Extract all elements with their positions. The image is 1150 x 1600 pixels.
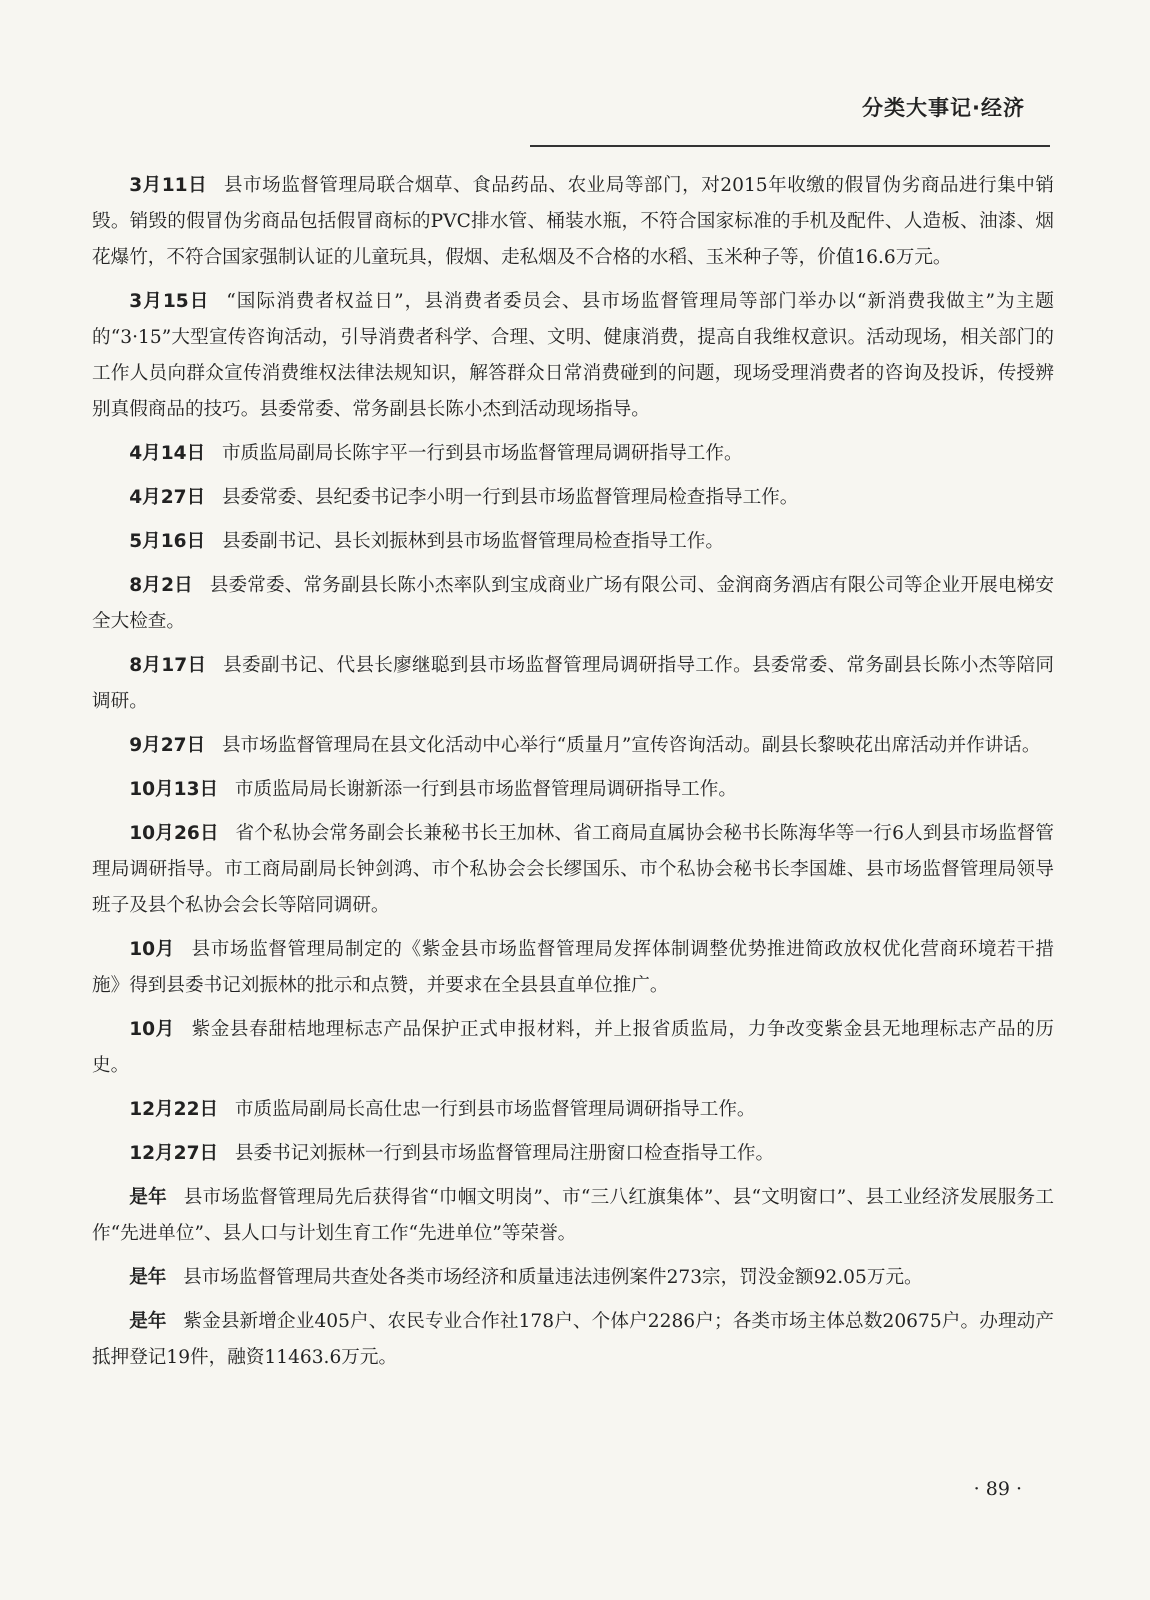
entry-date: 是年 — [129, 1187, 167, 1208]
entry-text: 省个私协会常务副会长兼秘书长王加林、省工商局直属协会秘书长陈海华等一行6人到县市场监督管理局调研指导。市工商局副局长钟剑鸿、市个私协会会长缪国乐、市个私协会秘书长李国雄、县市场监督管理局领导班子及县个私协会会长等陪同调研。 — [92, 823, 1054, 916]
entry-text: 市质监局副局长高仕忠一行到县市场监督管理局调研指导工作。 — [234, 1099, 756, 1120]
chronicle-entry — [92, 1092, 1054, 1128]
entry-date: 8月2日 — [129, 575, 193, 596]
chronicle-entry — [92, 1012, 1054, 1084]
entry-text: 县市场监督管理局先后获得省“巾帼文明岗”、市“三八红旗集体”、县“文明窗口”、县工业经济发展服务工作“先进单位”、县人口与计划生育工作“先进单位”等荣誉。 — [92, 1187, 1054, 1244]
entry-date: 是年 — [129, 1267, 167, 1288]
entry-text: 县委副书记、代县长廖继聪到县市场监督管理局调研指导工作。县委常委、常务副县长陈小杰等陪同调研。 — [92, 655, 1054, 712]
entry-text: 市质监局局长谢新添一行到县市场监督管理局调研指导工作。 — [234, 779, 737, 800]
chronicle-entry — [92, 436, 1054, 472]
entry-date: 12月27日 — [129, 1143, 219, 1164]
chronicle-entry — [92, 648, 1054, 720]
entry-date: 3月15日 — [129, 291, 210, 312]
chronicle-entry — [92, 932, 1054, 1004]
entry-text: 县市场监督管理局在县文化活动中心举行“质量月”宣传咨询活动。副县长黎映花出席活动并作讲话。 — [221, 735, 1041, 756]
entry-text: 县市场监督管理局制定的《紫金县市场监督管理局发挥体制调整优势推进简政放权优化营商环境若干措施》得到县委书记刘振林的批示和点赞，并要求在全县县直单位推广。 — [92, 939, 1054, 996]
chronicle-entry — [92, 1304, 1054, 1376]
running-header: 分类大事记·经济 — [862, 96, 1025, 120]
chronicle-body — [92, 168, 1054, 1384]
chronicle-entry — [92, 284, 1054, 428]
entry-date: 12月22日 — [129, 1099, 219, 1120]
entry-date: 10月13日 — [129, 779, 219, 800]
chronicle-entry — [92, 728, 1054, 764]
entry-date: 8月17日 — [129, 655, 207, 676]
chronicle-entry — [92, 1136, 1054, 1172]
entry-text: 县委副书记、县长刘振林到县市场监督管理局检查指导工作。 — [221, 531, 724, 552]
entry-text: 县委常委、常务副县长陈小杰率队到宝成商业广场有限公司、金润商务酒店有限公司等企业开展电梯安全大检查。 — [92, 575, 1054, 632]
chronicle-entry — [92, 1260, 1054, 1296]
entry-date: 4月27日 — [129, 487, 206, 508]
chronicle-entry — [92, 480, 1054, 516]
entry-text: 县市场监督管理局联合烟草、食品药品、农业局等部门，对2015年收缴的假冒伪劣商品进行集中销毁。销毁的假冒伪劣商品包括假冒商标的PVC排水管、桶装水瓶，不符合国家标准的手机及配件、人造板、油漆、烟花爆竹，不符合国家强制认证的儿童玩具，假烟、走私烟及不合格的水稻、玉米种子等，价值16.6万元。 — [92, 175, 1054, 268]
entry-date: 10月 — [129, 1019, 175, 1040]
entry-date: 3月11日 — [129, 175, 208, 196]
entry-date: 4月14日 — [129, 443, 206, 464]
chronicle-entry — [92, 168, 1054, 276]
page-number: · 89 · — [973, 1478, 1022, 1500]
chronicle-entry — [92, 568, 1054, 640]
entry-text: “国际消费者权益日”，县消费者委员会、县市场监督管理局等部门举办以“新消费我做主”为主题的“3·15”大型宣传咨询活动，引导消费者科学、合理、文明、健康消费，提高自我维权意识。活动现场，相关部门的工作人员向群众宣传消费维权法律法规知识，解答群众日常消费碰到的问题，现场受理消费者的咨询及投诉，传授辨别真假商品的技巧。县委常委、常务副县长陈小杰到活动现场指导。 — [92, 291, 1054, 420]
entry-text: 紫金县春甜桔地理标志产品保护正式申报材料，并上报省质监局，力争改变紫金县无地理标志产品的历史。 — [92, 1019, 1054, 1076]
entry-date: 5月16日 — [129, 531, 206, 552]
entry-date: 10月26日 — [129, 823, 219, 844]
entry-date: 是年 — [129, 1311, 167, 1332]
entry-date: 10月 — [129, 939, 175, 960]
entry-text: 紫金县新增企业405户、农民专业合作社178户、个体户2286户；各类市场主体总数20675户。办理动产抵押登记19件，融资11463.6万元。 — [92, 1311, 1054, 1368]
entry-date: 9月27日 — [129, 735, 206, 756]
chronicle-entry — [92, 1180, 1054, 1252]
chronicle-entry — [92, 816, 1054, 924]
chronicle-entry — [92, 772, 1054, 808]
chronicle-entry — [92, 524, 1054, 560]
header-rule — [530, 145, 1050, 147]
entry-text: 县委常委、县纪委书记李小明一行到县市场监督管理局检查指导工作。 — [221, 487, 799, 508]
entry-text: 县市场监督管理局共查处各类市场经济和质量违法违例案件273宗，罚没金额92.05万元。 — [183, 1267, 923, 1288]
entry-text: 市质监局副局长陈宇平一行到县市场监督管理局调研指导工作。 — [221, 443, 743, 464]
entry-text: 县委书记刘振林一行到县市场监督管理局注册窗口检查指导工作。 — [234, 1143, 775, 1164]
